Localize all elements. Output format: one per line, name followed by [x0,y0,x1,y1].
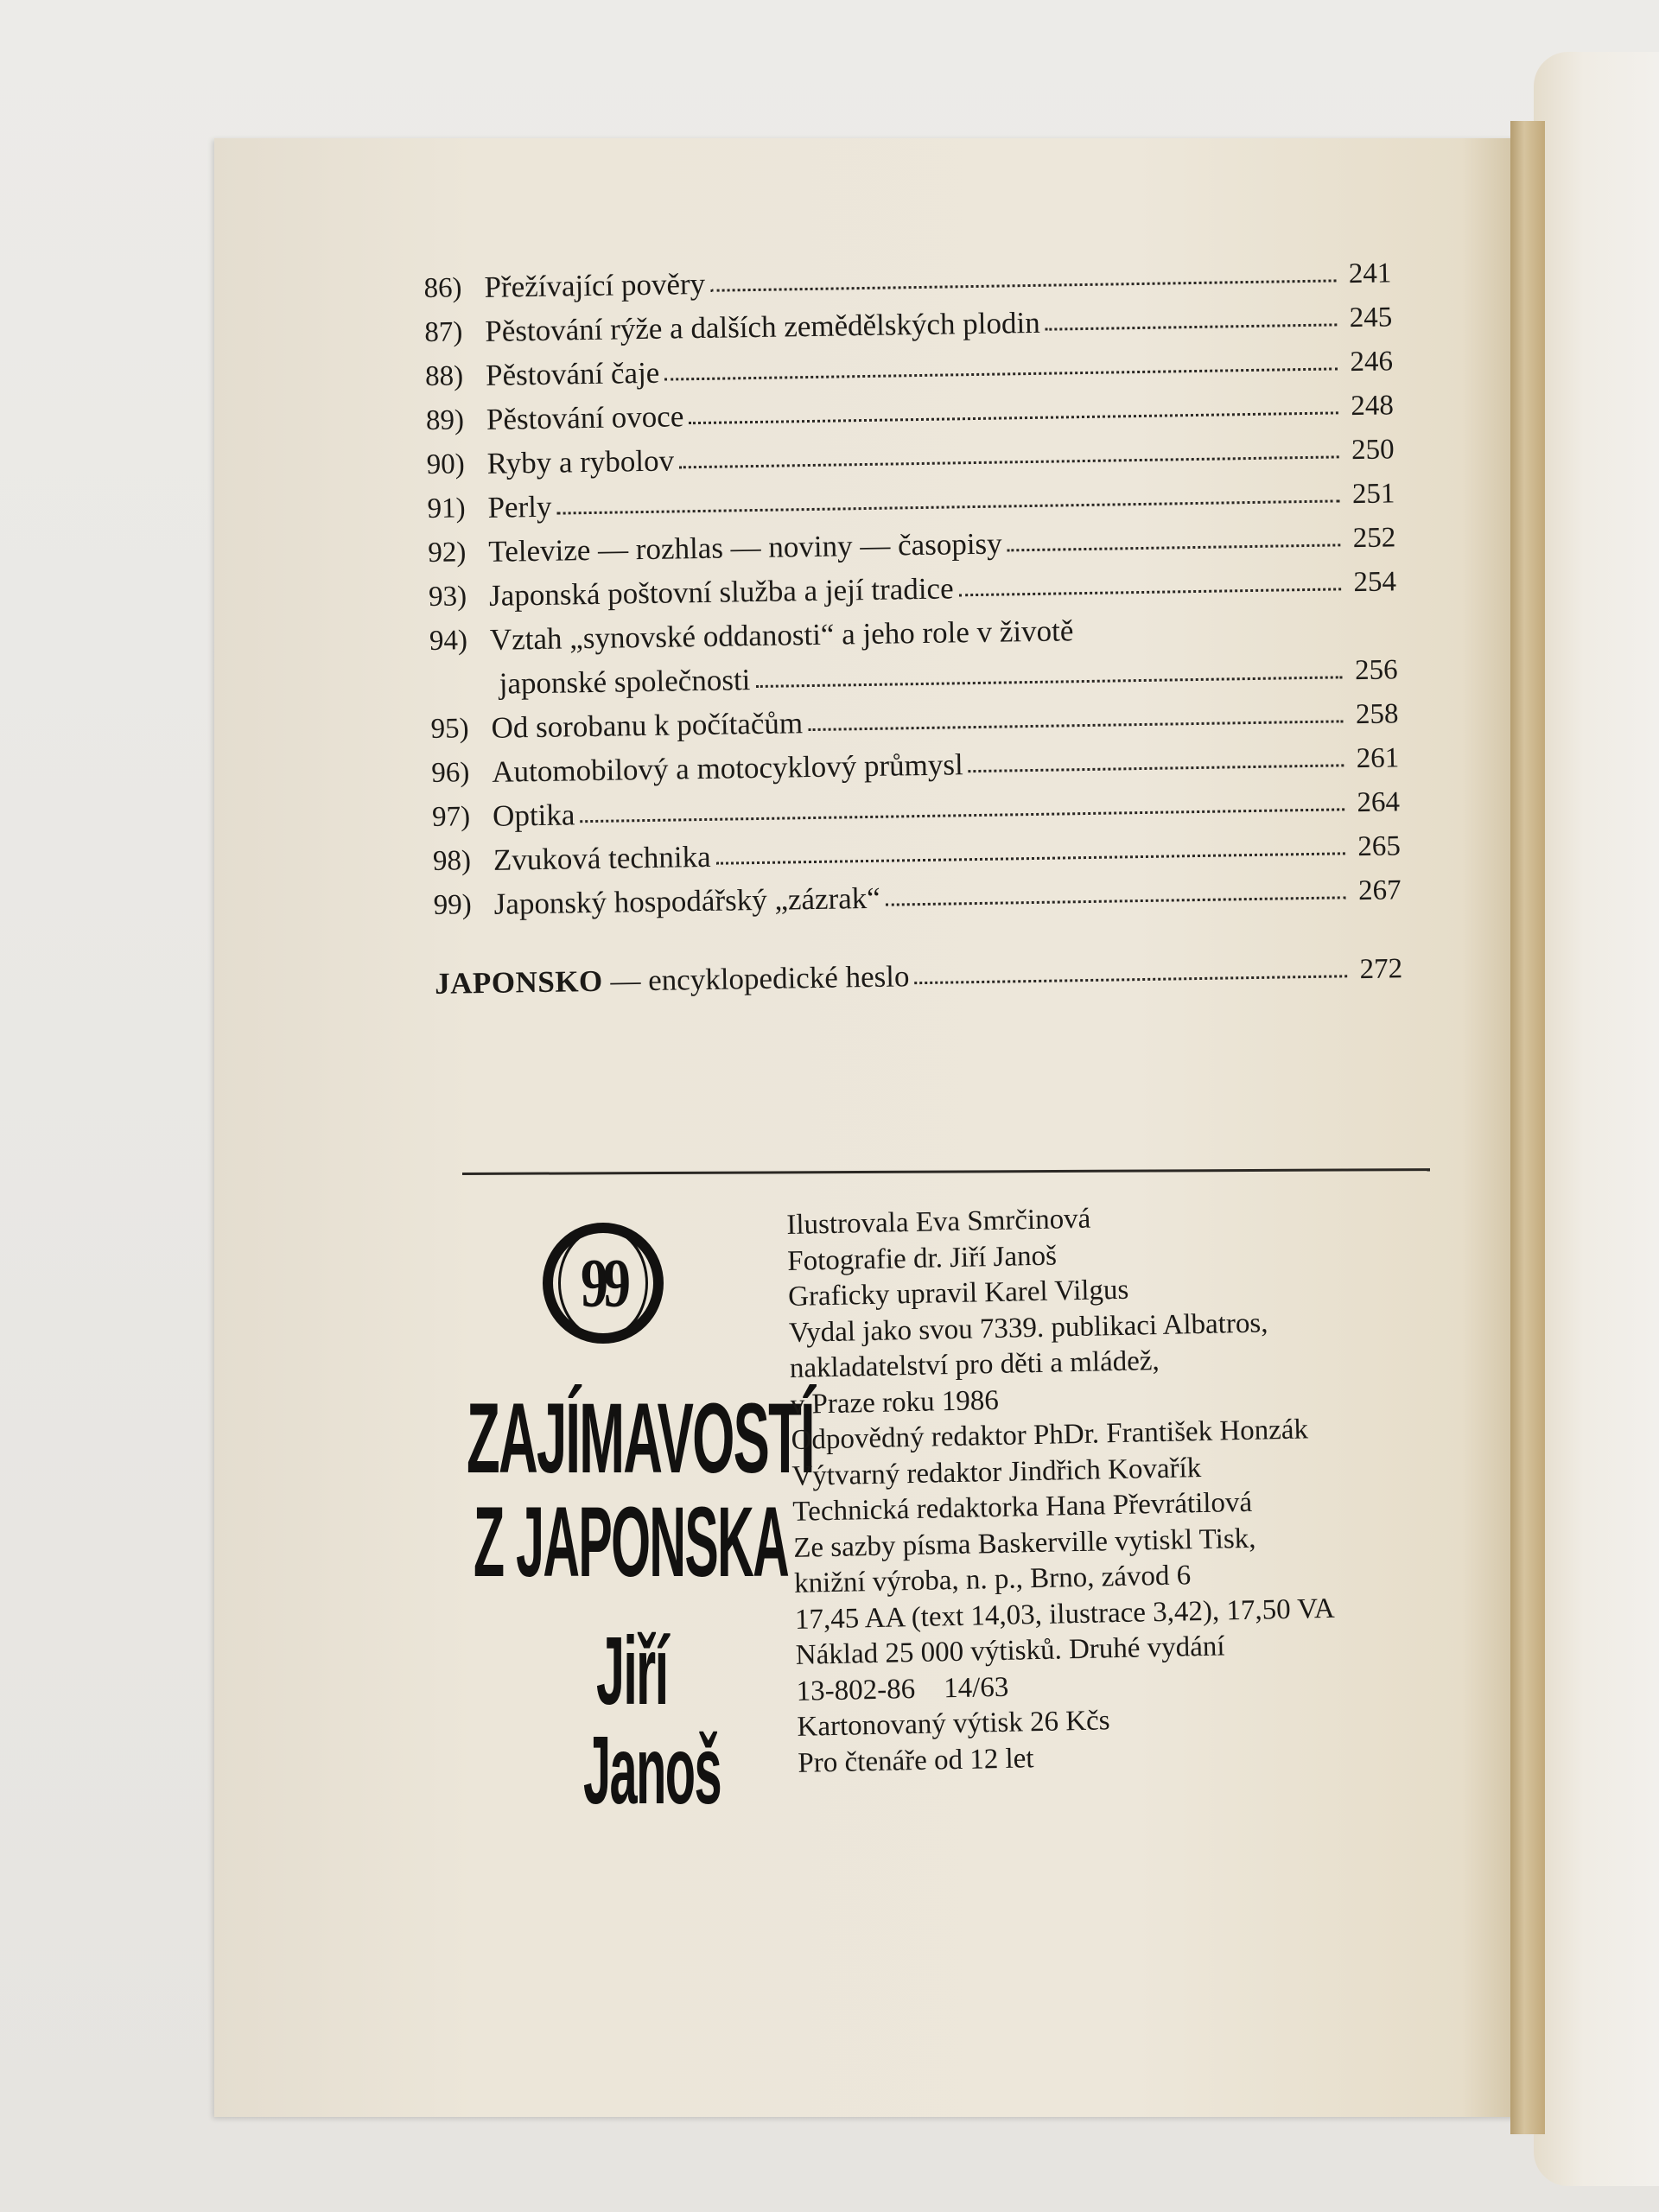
toc-final-title-strong: JAPONSKO [434,963,604,1001]
toc-entry-page: 248 [1351,390,1395,423]
imprint-line: Pro čtenáře od 12 let [798,1742,1034,1779]
toc-entry-number: 92) [428,537,467,569]
logo-title-line-2: Z JAPONSKA [474,1487,789,1599]
toc-entry-title: Ryby a rybolov [486,443,675,480]
toc-entry-title-continuation: japonské společnosti [499,663,751,701]
toc-entry-page: 264 [1357,786,1401,819]
toc-entry-page: 251 [1351,478,1395,511]
toc-entry-page: 246 [1350,346,1394,378]
toc-entry-page: 272 [1359,953,1403,986]
toc-entry-number: 96) [431,757,470,789]
imprint-line: Technická redaktorka Hana Převrátilová [791,1486,1253,1528]
toc-entry-title: Televize — rozhlas — noviny — časopisy [488,526,1002,569]
toc-entry-title: Pěstování rýže a dalších zemědělských plodin [485,305,1040,348]
toc-entry-title: Zvuková technika [493,839,711,877]
imprint-line: v Praze roku 1986 [790,1384,1000,1421]
toc-entry-title: Japonský hospodářský „zázrak“ [493,880,881,921]
logo-badge [543,1223,664,1344]
imprint-line: 17,45 AA (text 14,03, ilustrace 3,42), 17,50 VA [794,1592,1336,1636]
imprint-colophon [786,1194,1472,1782]
toc-entry-title: Od sorobanu k počítačům [491,706,804,745]
toc-entry-title: Pěstování čaje [485,355,660,392]
toc-entry-page: 267 [1357,874,1402,907]
dot-leader [808,720,1343,731]
imprint-line: 13-802-86 14/63 [796,1671,1009,1707]
imprint-line: Výtvarný redaktor Jindřich Kovařík [791,1452,1202,1492]
toc-entry-page: 261 [1356,742,1400,775]
toc-entry-number: 87) [424,316,463,348]
imprint-line: Ze sazby písma Baskerville vytiskl Tisk, [792,1522,1256,1564]
toc-entry-page: 241 [1348,257,1392,290]
toc-entry-number: 98) [432,845,472,877]
book-logo [467,1223,814,1845]
logo-badge-number: 99 [558,1227,648,1339]
toc-entry-number: 95) [430,713,469,745]
imprint-line: Vydal jako svou 7339. publikaci Albatros, [788,1306,1268,1349]
imprint-line: Odpovědný redaktor PhDr. František Honzák [791,1414,1309,1456]
toc-entry-number: 86) [423,272,462,304]
toc-final-title [435,961,910,999]
toc-entry-page: 258 [1355,698,1399,731]
imprint-line: knižní výroba, n. p., Brno, závod 6 [793,1560,1192,1599]
toc-entry-title: Pěstování ovoce [486,399,684,436]
table-of-contents [423,244,1403,1001]
toc-entry-page: 254 [1353,566,1397,599]
dot-leader [959,588,1341,596]
toc-entry-title: Perly [487,489,552,524]
toc-entry-page: 250 [1351,434,1395,467]
dot-leader [1007,543,1341,551]
toc-entry-number: 88) [424,360,464,392]
toc-entry-title: Japonská poštovní služba a její tradice [488,571,954,613]
imprint-line: Graficky upravil Karel Vilgus [787,1274,1129,1313]
logo-title-line-1: ZAJÍMAVOSTÍ [467,1383,814,1495]
toc-entry-title: Automobilový a motocyklový průmysl [492,747,963,789]
logo-author-first-name: Jiří [596,1617,668,1725]
toc-entry-number: 93) [428,581,467,613]
dot-leader [969,764,1344,772]
toc-entry-page: 245 [1349,302,1393,334]
toc-final-title-rest: — encyklopedické heslo [602,959,910,998]
toc-entry-number: 90) [426,448,466,480]
dot-leader [915,975,1348,984]
toc-entry-title: Vztah „synovské oddanosti“ a jeho role v životě [489,613,1074,657]
dot-leader [886,896,1346,906]
toc-entry-page: 265 [1357,830,1402,863]
toc-entry-title: Optika [492,798,575,833]
toc-entry-page: 256 [1354,654,1398,687]
toc-entry-number: 89) [425,404,465,436]
book-gutter [1510,121,1545,2134]
dot-leader [1046,323,1338,330]
toc-entry-page: 252 [1352,522,1396,555]
imprint-line: Ilustrovala Eva Smrčinová [786,1203,1091,1241]
toc-entry-number: 91) [427,493,466,524]
logo-author-last-name: Janoš [583,1716,721,1824]
imprint-line: Kartonovaný výtisk 26 Kčs [797,1705,1110,1743]
toc-entry-title: Přežívající pověry [484,266,706,304]
toc-entry-number: 97) [431,801,471,833]
imprint-line: Fotografie dr. Jiří Janoš [786,1239,1058,1277]
imprint-line: Náklad 25 000 výtisků. Druhé vydání [795,1630,1225,1671]
toc-entry-number: 99) [433,889,473,921]
imprint-line: nakladatelství pro děti a mládež, [789,1345,1160,1384]
facing-page-edge [1534,52,1659,2186]
toc-entry-number: 94) [429,625,468,657]
